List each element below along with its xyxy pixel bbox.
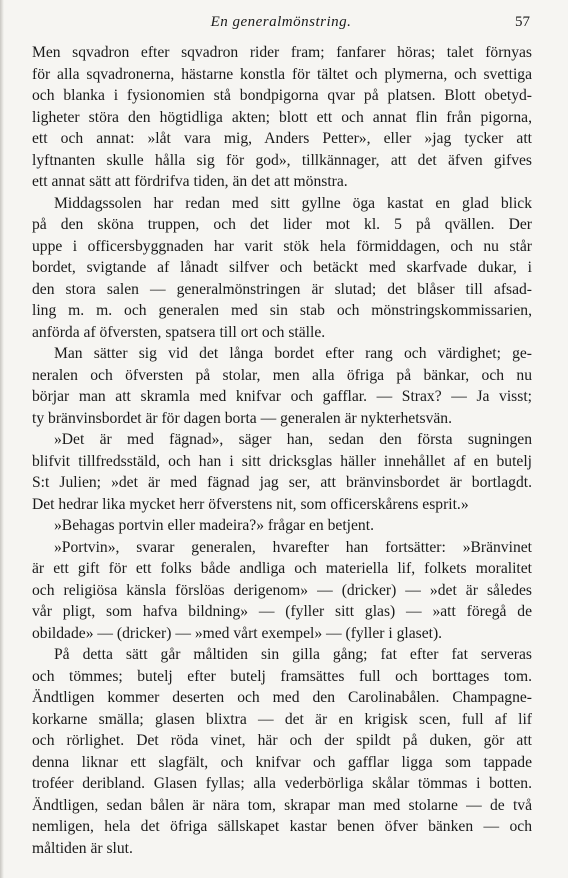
- text-line: ling m. m. och generalen med sin stab och mönstringskommissarien,: [32, 302, 532, 319]
- text-line: vår pligt, som hafva bildning» — (fyller sitt glas) — »att föregå de: [32, 603, 532, 620]
- text-line: och tömmes; butelj efter butelj framsättes full och borttages tom.: [32, 667, 532, 685]
- text-line: ligheter störa den högtidliga akten; blott ett och annat flin från pigorna,: [32, 108, 532, 126]
- text-line: ett och annat: »låt vara mig, Anders Petter», eller »jag tycker att: [32, 130, 532, 147]
- text-line: på den sköna truppen, och det lider mot kl. 5 på qvällen. Der: [32, 216, 532, 233]
- text-line: och rörlighet. Det röda vinet, här och der spildt på duken, gör att: [32, 732, 532, 749]
- text-line: troféer deribland. Glasen fyllas; alla vederbörliga skålar tömmas i botten.: [32, 775, 532, 792]
- text-line: Det hedrar lika mycket herr öfverstens nit, som officerskårens esprit.»: [32, 495, 469, 513]
- text-line: ty bränvinsbordet är för dagen borta — generalen är nykterhetsvän.: [32, 409, 453, 427]
- text-line: denna liknar ett slagfält, och knifvar och gafflar ligga som tappade: [32, 753, 532, 771]
- page-header: [32, 14, 530, 38]
- text-line: ett annat sätt att fördrifva tiden, än det att mönstra.: [32, 173, 348, 190]
- text-line: obildade» — (dricker) — »med vårt exempel» — (fyller i glaset).: [32, 624, 443, 642]
- text-line: »Det är med fägnad», säger han, sedan den första sugningen: [54, 431, 532, 448]
- text-line: bordet, svigtande af lånadt silfver och betäckt med skarfvade dukar, i: [32, 259, 532, 276]
- text-line: börjar man att skramla med knifvar och gafflar. — Strax? — Ja visst;: [32, 388, 532, 405]
- text-line: Ändtligen, sedan bålen är nära tom, skrapar man med stolarne — de två: [32, 796, 532, 814]
- text-line: lyftnanten skulle hålla sig för god», tillkännager, att det äfven gifves: [32, 151, 532, 169]
- text-line: måltiden är slut.: [32, 839, 133, 857]
- text-line: blifvit tillfredsstäld, och han i sitt dricksglas häller innehållet af en butelj: [32, 452, 532, 470]
- text-line: På detta sätt går måltiden sin gilla gång; fat efter fat serveras: [54, 646, 532, 663]
- text-line: Man sätter sig vid det långa bordet efter rang och värdighet; ge-: [54, 345, 532, 362]
- running-head: En generalmönstring.: [210, 14, 352, 30]
- text-line: är ett gift för ett folks både andliga och materiella lif, folkets moralitet: [32, 560, 532, 577]
- text-line: anförda af öfversten, spatsera till ort och ställe.: [32, 323, 326, 341]
- text-line: »Portvin», svarar generalen, hvarefter han fortsätter: »Bränvinet: [54, 538, 532, 556]
- page-edge-shadow: [0, 0, 4, 878]
- text-line: neralen och öfversten på stolar, men alla öfriga på bänkar, och nu: [32, 366, 532, 384]
- text-line: den stora salen — generalmönstringen är slutad; det blåser till afsad-: [32, 280, 532, 298]
- paragraph: [32, 42, 532, 193]
- text-line: för alla sqvadronerna, hästarne konstla för tältet och plymerna, och svettiga: [32, 65, 532, 83]
- text-line: Middagssolen har redan med sitt gyllne öga kastat en glad blick: [54, 194, 532, 212]
- text-line: och religiösa känsla förslöas derigenom» — (dricker) — »det är således: [32, 581, 532, 599]
- paragraph: [32, 515, 532, 537]
- text-line: uppe i officersbyggnaden har varit stök hela förmiddagen, och nu står: [32, 237, 532, 255]
- paragraph: [32, 537, 532, 645]
- text-line: Men sqvadron efter sqvadron rider fram; fanfarer höras; talet förnyas: [32, 44, 532, 61]
- paragraph: [32, 429, 532, 515]
- paragraph: [32, 644, 532, 859]
- text-line: Ändtligen kommer deserten och med den Carolinabålen. Champagne-: [32, 689, 532, 706]
- paragraph: [32, 193, 532, 344]
- text-line: korkarne smälla; glasen blixtra — det är en krigisk scen, full af lif: [32, 710, 532, 728]
- text-line: »Behagas portvin eller madeira?» frågar en betjent.: [54, 517, 374, 534]
- text-line: och blanka i fysionomien stå bondpigorna qvar på platsen. Blott obetyd-: [32, 87, 532, 104]
- text-line: S:t Julien; »det är med fägnad jag ser, att bränvinsbordet är bortlagdt.: [32, 474, 532, 491]
- page-number: 57: [515, 14, 530, 30]
- body-text: [32, 42, 532, 859]
- paragraph: [32, 343, 532, 429]
- text-line: nemligen, hela det öfriga sällskapet kastar benen öfver bänken — och: [32, 818, 532, 835]
